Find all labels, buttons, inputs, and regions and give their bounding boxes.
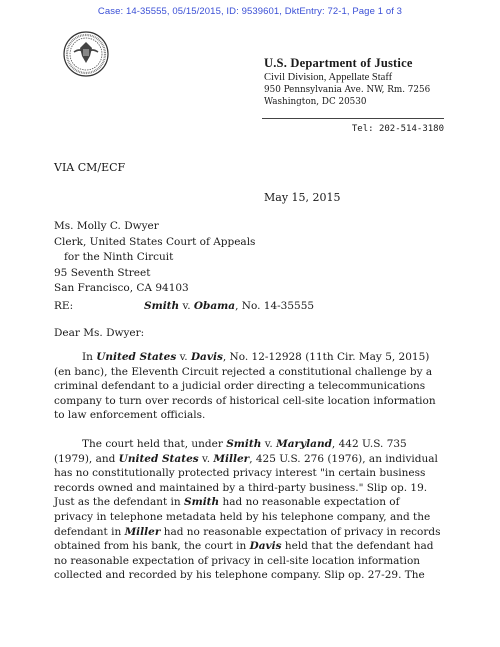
telephone-line: Tel: 202-514-3180 [351, 124, 444, 134]
recipient-court: for the Ninth Circuit [64, 251, 174, 263]
letterhead [264, 56, 430, 108]
paragraph-line: The court held that, under Smith v. Maryland, 442 U.S. 735 [82, 438, 407, 450]
case-party-b: Obama [193, 300, 236, 312]
paragraph-1 [54, 350, 450, 423]
letter-date: May 15, 2015 [264, 191, 341, 204]
letterhead-divider [262, 118, 444, 119]
paragraph-line: (1979), and United States v. Miller, 425 U.S. 276 (1976), an individual [54, 452, 438, 465]
case-number: , No. 14-35555 [235, 300, 315, 312]
paragraph-line: Just as the defendant in Smith had no reasonable expectation of [54, 496, 400, 509]
division-name: Civil Division, Appellate Staff [264, 72, 393, 83]
doj-seal-icon [62, 30, 110, 78]
paragraph-line: company to turn over records of historical cell-site location information [54, 394, 436, 407]
recipient-address [54, 219, 255, 297]
recipient-city: San Francisco, CA 94103 [54, 282, 189, 294]
department-name: U.S. Department of Justice [264, 56, 413, 70]
paragraph-line: In United States v. Davis, No. 12-12928 (11th Cir. May 5, 2015) [82, 351, 430, 363]
address-line-2: Washington, DC 20530 [264, 97, 367, 107]
paragraph-line: (en banc), the Eleventh Circuit rejected a constitutional challenge by a [54, 365, 433, 378]
paragraph-line: to law enforcement officials. [54, 409, 206, 422]
paragraph-2 [54, 437, 450, 583]
paragraph-line: obtained from his bank, the court in Davis held that the defendant had [54, 540, 434, 553]
paragraph-line: criminal defendant to a judicial order directing a telecommunications [54, 380, 426, 393]
paragraph-line: has no constitutionally protected privacy interest "in certain business [54, 467, 426, 480]
recipient-name: Ms. Molly C. Dwyer [54, 220, 159, 232]
paragraph-line: records owned and maintained by a third-party business." Slip op. 19. [54, 481, 428, 494]
address-line-1: 950 Pennsylvania Ave. NW, Rm. 7256 [264, 85, 431, 95]
re-line [54, 300, 314, 312]
paragraph-line: collected and recorded by his telephone company. Slip op. 27-29. The [54, 569, 425, 582]
delivery-method: VIA CM/ECF [54, 161, 126, 174]
paragraph-line: privacy in telephone metadata held by his telephone company, and the [54, 510, 431, 523]
recipient-title: Clerk, United States Court of Appeals [54, 235, 256, 248]
recipient-street: 95 Seventh Street [54, 266, 151, 279]
paragraph-line: no reasonable expectation of privacy in cell-site location information [54, 554, 421, 567]
salutation: Dear Ms. Dwyer: [54, 327, 145, 339]
case-header-stamp: Case: 14-35555, 05/15/2015, ID: 9539601, DktEntry: 72-1, Page 1 of 3 [97, 6, 403, 17]
case-versus: v. [179, 300, 194, 312]
case-party-a: Smith [144, 300, 180, 312]
paragraph-line: defendant in Miller had no reasonable expectation of privacy in records [54, 525, 441, 538]
re-label: RE: [54, 300, 74, 312]
